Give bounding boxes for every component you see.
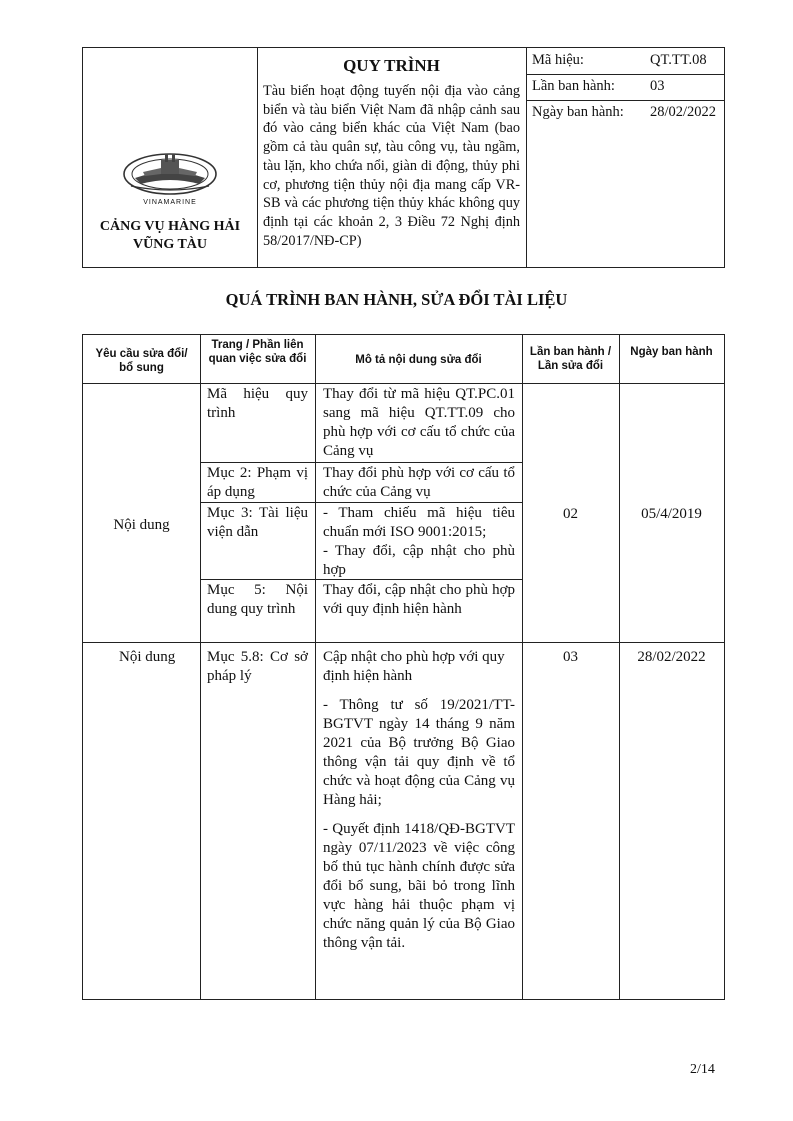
group1-row3-description [323,504,515,580]
group2-date: 28/02/2022 [637,649,706,665]
group1-row3-page: Mục 3: Tài liệu viện dẫn [207,505,308,540]
header-issue: Lần ban hành / Lần sửa đổi [529,346,612,372]
document-header [82,47,725,268]
column-divider [315,335,316,999]
revision-table [82,334,725,1000]
header-meta-cell [526,48,724,267]
document-description: Tàu biển hoạt động tuyến nội địa vào cảng biển và tàu biển Việt Nam đã nhập cảnh sau đó vào cảng biển khác của Việt Nam (bao gồm cả tàu quân sự, tàu công vụ, tàu ngầm, tàu lặn, kho chứa nổi, giàn di động, thủy phi cơ, phương tiện thủy nội địa mang cấp VR-SB và các phương tiện thủy khác không quy định tại các khoản 2, 3 Điều 72 Nghị định 58/2017/NĐ-CP) [263,83,520,249]
group1-row1-page: Mã hiệu quy trình [207,386,308,421]
meta-value: 03 [650,78,665,94]
meta-row-issue [526,74,724,101]
meta-row-date [526,100,724,126]
description-line: - Thay đổi, cập nhật cho phù hợp [323,543,515,578]
group1-row1-description: Thay đổi từ mã hiệu QT.PC.01 sang mã hiệu QT.TT.09 cho phù hợp với cơ cấu tổ chức của Cảng vụ [323,386,515,459]
group1-request: Nội dung [113,517,170,533]
logo-text: VINAMARINE [143,199,197,206]
column-divider [619,335,620,999]
description-line: - Tham chiếu mã hiệu tiêu chuẩn mới ISO 9001:2015; [323,505,515,540]
row-divider [83,642,724,643]
row-divider [200,462,522,463]
group1-issue: 02 [563,506,578,522]
meta-label: Lần ban hành: [532,78,615,94]
header-logo-cell [83,48,258,267]
meta-label: Ngày ban hành: [532,104,624,120]
vinamarine-logo [121,148,219,198]
legal-basis-item: - Quyết định 1418/QĐ-BGTVT ngày 07/11/2023 về việc công bố thủ tục hành chính được sửa đổi bổ sung, bãi bỏ trong lĩnh vực hàng hải thuộc phạm vị chức năng quản lý của Bộ Giao thông vận tải. [323,821,515,951]
group1-row4-description: Thay đổi, cập nhật cho phù hợp với quy định hiện hành [323,582,515,617]
document-type-title: QUY TRÌNH [343,56,440,75]
meta-value: QT.TT.08 [650,52,707,68]
group2-request: Nội dung [119,649,176,665]
row-divider [200,502,522,503]
meta-row-code [526,48,724,75]
group1-row4-page: Mục 5: Nội dung quy trình [207,582,308,617]
meta-label: Mã hiệu: [532,52,584,68]
group1-row2-description: Thay đổi phù hợp với cơ cấu tổ chức của Cảng vụ [323,465,515,500]
column-divider [200,335,201,999]
organization-name: CẢNG VỤ HÀNG HẢI VŨNG TÀU [99,219,241,252]
header-title-cell [257,48,527,267]
description-intro: Cập nhật cho phù hợp với quy định hiện hành [323,649,505,684]
section-title: QUÁ TRÌNH BAN HÀNH, SỬA ĐỔI TÀI LIỆU [225,290,568,309]
header-page: Trang / Phần liên quan việc sửa đổi [208,339,307,365]
legal-basis-item: - Thông tư số 19/2021/TT-BGTVT ngày 14 tháng 9 năm 2021 của Bộ trưởng Bộ Giao thông vận tải quy định về tổ chức và hoạt động của Cảng vụ Hàng hải; [323,697,515,808]
header-request: Yêu cầu sửa đổi/ bổ sung [95,348,188,374]
group2-description [323,648,515,953]
group2-page: Mục 5.8: Cơ sở pháp lý [207,649,308,684]
page-number: 2/14 [690,1062,715,1077]
group1-date: 05/4/2019 [641,506,702,522]
group1-row2-page: Mục 2: Phạm vị áp dụng [207,465,308,500]
row-divider [83,383,724,384]
group2-issue: 03 [563,649,578,665]
header-date: Ngày ban hành [630,346,713,358]
header-description: Mô tả nội dung sửa đổi [355,354,482,366]
column-divider [522,335,523,999]
meta-value: 28/02/2022 [650,104,717,120]
